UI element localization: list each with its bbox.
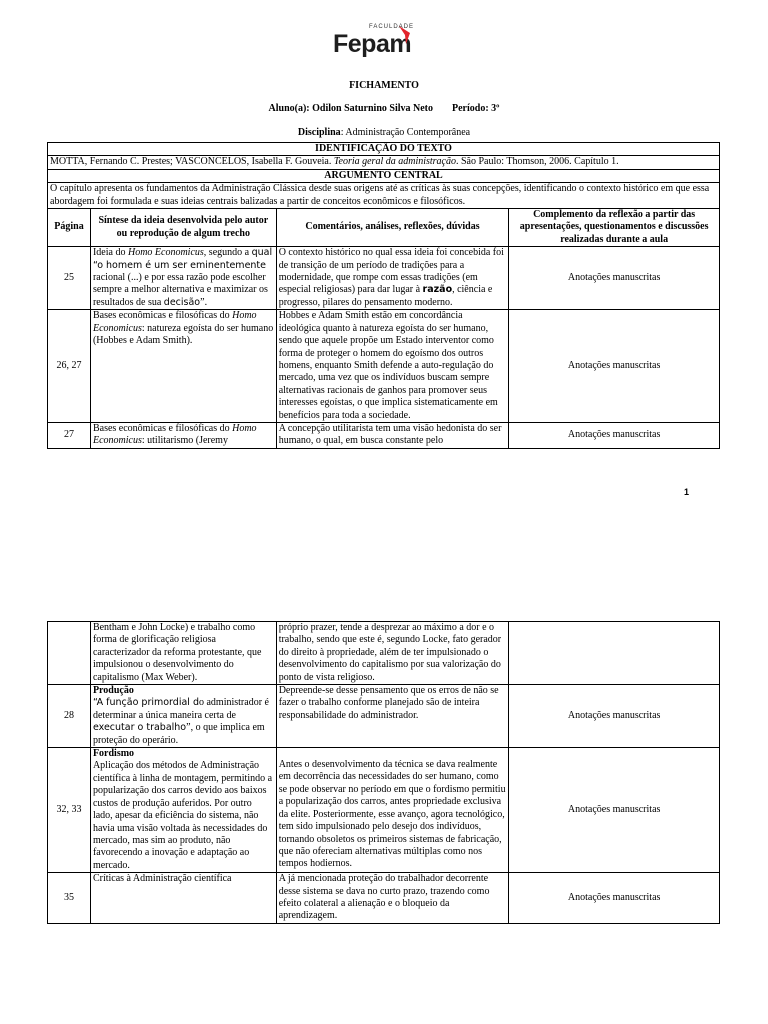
sintese-cell: Críticas à Administração científica bbox=[90, 873, 276, 924]
table-row bbox=[48, 247, 720, 310]
complemento-cell bbox=[509, 622, 720, 685]
text: : natureza egoísta do ser humano (Hobbes e Adam Smith). bbox=[92, 322, 274, 347]
section-header: IDENTIFICAÇÃO DO TEXTO bbox=[48, 143, 720, 156]
text: Aplicação dos métodos de Administração científica à linha de montagem, permitindo a popularização dos carros devido aos baixos custos de produção auferidos. Por outro lado, apesar da eficiência do sistema, não havia uma visão voltada às necessidades do mercado, mas sim ao produto, não favorecendo a inovação e adaptação ao mercado. bbox=[92, 760, 273, 871]
page-number: 1 bbox=[684, 487, 690, 497]
text: Bases econômicas e filosóficas do bbox=[92, 310, 233, 322]
text: executar o trabalho bbox=[92, 722, 187, 734]
fepam-logo bbox=[333, 24, 413, 58]
text: ”. bbox=[200, 296, 208, 308]
header-pagina: Página bbox=[48, 209, 91, 247]
header-complemento: Complemento da reflexão a partir das apresentações, questionamentos e discussões realizadas durante a aula bbox=[509, 209, 720, 247]
comentario-cell: próprio prazer, tende a desprezar ao máximo a dor e o trabalho, sendo que este é, segundo Locke, fato gerador do direito à propriedade, além de ter impulsionado o desenvolvimento do capitalismo por sua valorização do ponto de vista religioso. bbox=[276, 622, 509, 685]
sintese-cell: Bentham e John Locke) e trabalho como forma de glorificação religiosa caracterizador da reforma protestante, que impulsionou o desenvolvimento do capitalismo (Max Weber). bbox=[90, 622, 276, 685]
complemento-cell: Anotações manuscritas bbox=[509, 310, 720, 423]
text: razão bbox=[422, 284, 453, 296]
header-comentarios: Comentários, análises, reflexões, dúvidas bbox=[276, 209, 509, 247]
text: o administrador é determinar a única maneira certa de bbox=[92, 697, 269, 721]
text: Homo Economicus bbox=[92, 310, 257, 334]
table-row bbox=[48, 310, 720, 423]
complemento-cell: Anotações manuscritas bbox=[509, 422, 720, 448]
text: , ciência e progresso, pilares do pensamento moderno. bbox=[278, 284, 493, 308]
text: Antes o desenvolvimento da técnica se dava realmente em decorrência das necessidades do ser humano, como se pode observar no período em que o fordismo permitiu a popularização dos carros, antes propriedade exclusiva da elite. Posteriormente, esse avanço, agora tecnológico, tem sido impulsionado pelo desejo dos indivíduos, tornando obsoletos os primeiros sistemas de fabricação, que não ofereciam alternativas múltiplas como nos tempos hodiernos. bbox=[278, 759, 506, 870]
text: decisão bbox=[163, 296, 201, 308]
student-line bbox=[0, 103, 768, 114]
page-cell: 35 bbox=[48, 873, 91, 924]
comentario-cell bbox=[276, 247, 509, 310]
row-title: Fordismo bbox=[92, 748, 135, 760]
reference-rest: . São Paulo: Thomson, 2006. Capítulo 1. bbox=[456, 156, 619, 168]
reference-authors: MOTTA, Fernando C. Prestes; VASCONCELOS, Isabella F. Gouveia. bbox=[50, 156, 334, 168]
logo-wordmark: Fepam bbox=[333, 30, 412, 58]
text: racional (...) e por essa razão pode escolher sempre a melhor alternativa e maximizar os resultados de sua bbox=[92, 272, 268, 308]
text: : utilitarismo (Jeremy bbox=[141, 435, 228, 447]
page-cell: 25 bbox=[48, 247, 91, 310]
text: qual “o homem é um ser eminentemente bbox=[92, 247, 273, 271]
section-identificacao bbox=[48, 143, 720, 156]
reference-title: Teoria geral da administração bbox=[333, 156, 456, 168]
sintese-cell bbox=[90, 422, 276, 448]
table-row bbox=[48, 748, 720, 873]
table-row bbox=[48, 422, 720, 448]
comentario-cell: A já mencionada proteção do trabalhador decorrente desse sistema se dava no curto prazo, trazendo como efeito colateral a alienação e o bloqueio da aprendizagem. bbox=[276, 873, 509, 924]
page-cell bbox=[48, 622, 91, 685]
comentario-cell: Hobbes e Adam Smith estão em concordância ideológica quanto à natureza egoísta do ser humano, sendo que aquele propõe um Estado interventor como forma de proteger o homem do egoísmo dos outros homens, enquanto Smith defende a auto-regulação do mercado, uma vez que os indivíduos buscam sempre alternativas racionais de ganhos para promover seus interesses egoístas, o que implica sistematicamente em benefícios para toda a sociedade. bbox=[276, 310, 509, 423]
complemento-cell: Anotações manuscritas bbox=[509, 873, 720, 924]
table-row bbox=[48, 685, 720, 748]
sintese-cell bbox=[90, 310, 276, 423]
fichamento-table-page2 bbox=[47, 621, 720, 924]
table-header-row bbox=[48, 209, 720, 247]
page-cell: 27 bbox=[48, 422, 91, 448]
page-cell: 26, 27 bbox=[48, 310, 91, 423]
header-sintese: Síntese da ideia desenvolvida pelo autor ou reprodução de algum trecho bbox=[90, 209, 276, 247]
fichamento-table-page1 bbox=[47, 142, 720, 449]
text: Homo Economicus bbox=[127, 247, 204, 259]
disciplina-value: : Administração Contemporânea bbox=[340, 127, 471, 138]
logo-subtitle: FACULDADE bbox=[369, 24, 415, 30]
section-argumento bbox=[48, 169, 720, 182]
page-cell: 28 bbox=[48, 685, 91, 748]
page-cell: 32, 33 bbox=[48, 748, 91, 873]
reference-row bbox=[48, 156, 720, 169]
discipline-line bbox=[0, 127, 768, 138]
text: Homo Economicus bbox=[92, 422, 257, 447]
text: Ideia do bbox=[92, 247, 128, 259]
row-title: Produção bbox=[92, 685, 134, 697]
text: “A função primordial d bbox=[92, 697, 199, 709]
comentario-cell: Depreende-se desse pensamento que os erros de não se fazer o trabalho conforme planejado são de inteira responsabilidade do administrador. bbox=[276, 685, 509, 748]
complemento-cell: Anotações manuscritas bbox=[509, 748, 720, 873]
comentario-cell: A concepção utilitarista tem uma visão hedonista do ser humano, o qual, em busca constante pelo bbox=[276, 422, 509, 448]
text: , segundo a bbox=[203, 247, 252, 259]
comentario-cell bbox=[276, 748, 509, 873]
text: O contexto histórico no qual essa ideia foi concebida foi de transição de um período de tradições para a modernidade, que rompe com essas tradições (em especial religiosas) para dar lugar à bbox=[278, 247, 504, 296]
sintese-cell bbox=[90, 685, 276, 748]
text: ”, o que implica em proteção do operário. bbox=[92, 722, 265, 746]
aluno-label: Aluno(a): Odilon Saturnino Silva Neto bbox=[268, 103, 433, 114]
reference-cell bbox=[48, 156, 720, 169]
text: Bases econômicas e filosóficas do bbox=[92, 422, 233, 434]
complemento-cell: Anotações manuscritas bbox=[509, 247, 720, 310]
disciplina-label: Disciplina bbox=[297, 127, 341, 138]
document-title: FICHAMENTO bbox=[349, 80, 419, 91]
table-row bbox=[48, 873, 720, 924]
table-row bbox=[48, 622, 720, 685]
sintese-cell bbox=[90, 748, 276, 873]
argumento-cell: O capítulo apresenta os fundamentos da Administração Clássica desde suas origens até as críticas às suas concepções, identificando o contexto histórico em que essa abordagem foi formulada e suas ideias centrais balizadas a partir de conceitos econômicos e filosóficos. bbox=[48, 183, 720, 209]
logo-mark-icon bbox=[397, 26, 411, 44]
section-header: ARGUMENTO CENTRAL bbox=[48, 169, 720, 182]
complemento-cell: Anotações manuscritas bbox=[509, 685, 720, 748]
periodo-label: Período: 3º bbox=[452, 103, 500, 114]
argumento-row bbox=[48, 183, 720, 209]
sintese-cell bbox=[90, 247, 276, 310]
